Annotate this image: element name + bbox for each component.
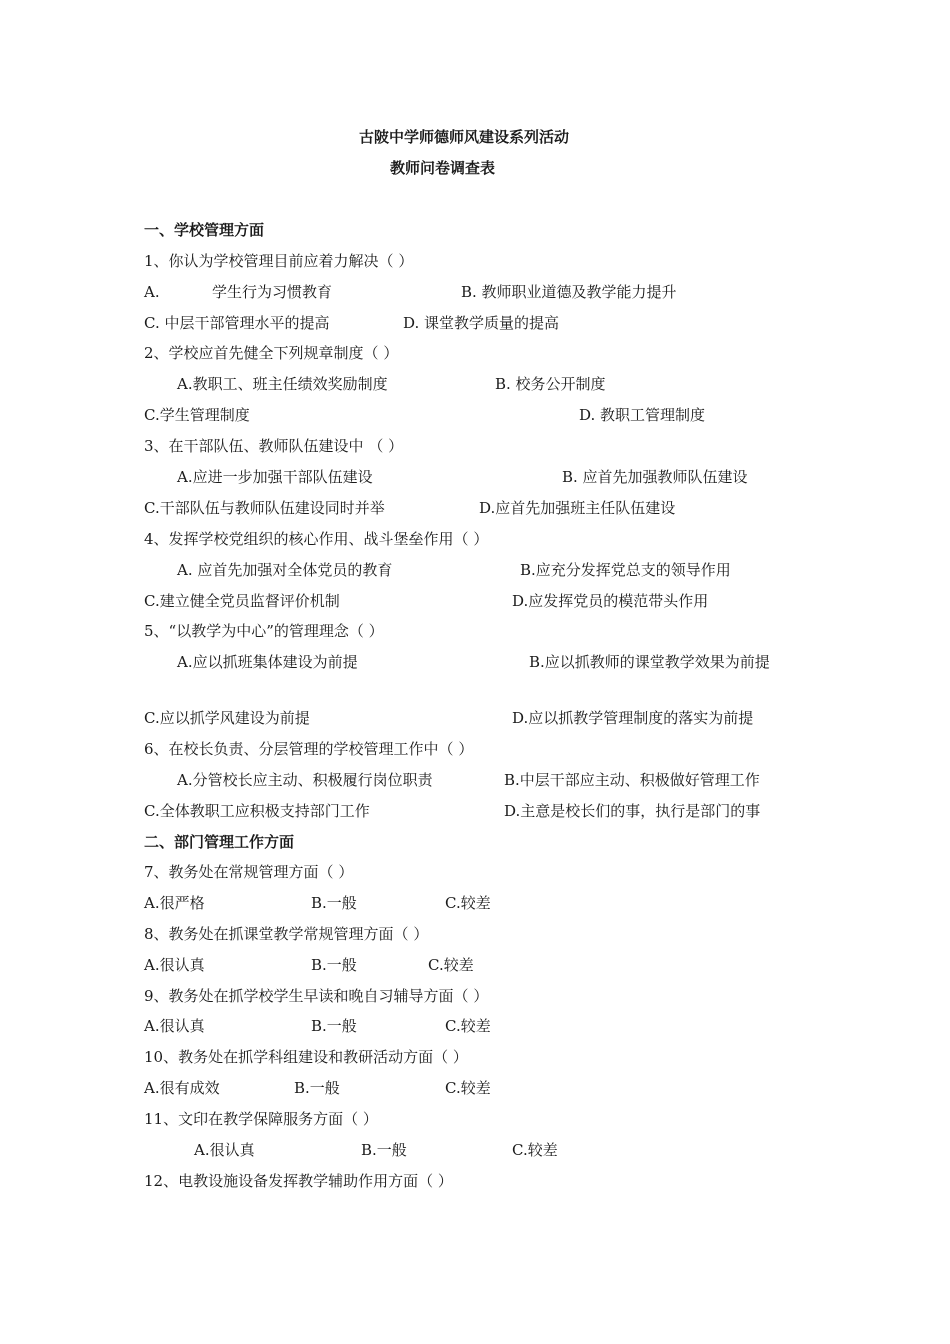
option: C.全体教职工应积极支持部门工作 xyxy=(144,802,370,820)
question-8: 8、教务处在抓课堂教学常规管理方面（ ） xyxy=(144,925,429,943)
question-12: 12、电教设施设备发挥教学辅助作用方面（ ） xyxy=(144,1172,453,1190)
option: B.应充分发挥党总支的领导作用 xyxy=(520,561,731,579)
question-3: 3、在干部队伍、教师队伍建设中 （ ） xyxy=(144,437,404,455)
option: C.学生管理制度 xyxy=(144,406,250,424)
option: A. 应首先加强对全体党员的教育 xyxy=(177,561,393,579)
option: D.主意是校长们的事，执行是部门的事 xyxy=(504,802,761,820)
option: D. 教职工管理制度 xyxy=(579,406,706,424)
option: B.一般 xyxy=(311,956,357,974)
option: A.教职工、班主任绩效奖励制度 xyxy=(177,375,388,393)
section-heading: 二、部门管理工作方面 xyxy=(144,833,295,851)
question-11: 11、文印在教学保障服务方面（ ） xyxy=(144,1110,378,1128)
option: C.较差 xyxy=(445,1079,491,1097)
option: C.干部队伍与教师队伍建设同时并举 xyxy=(144,499,385,517)
question-5: 5、“以教学为中心”的管理理念（ ） xyxy=(144,622,384,640)
option: C.较差 xyxy=(512,1141,558,1159)
option: A.应以抓班集体建设为前提 xyxy=(177,653,358,671)
option: A.很认真 xyxy=(144,1017,205,1035)
option: B. 应首先加强教师队伍建设 xyxy=(562,468,748,486)
question-7: 7、教务处在常规管理方面（ ） xyxy=(144,863,354,881)
option: A.应进一步加强干部队伍建设 xyxy=(177,468,373,486)
option: A.很严格 xyxy=(144,894,205,912)
option: A.分管校长应主动、积极履行岗位职责 xyxy=(177,771,433,789)
question-1: 1、你认为学校管理目前应着力解决（ ） xyxy=(144,252,414,270)
option: B.一般 xyxy=(361,1141,407,1159)
option: B.中层干部应主动、积极做好管理工作 xyxy=(504,771,760,789)
question-6: 6、在校长负责、分层管理的学校管理工作中（ ） xyxy=(144,740,474,758)
question-2: 2、学校应首先健全下列规章制度（ ） xyxy=(144,344,399,362)
option: B.一般 xyxy=(294,1079,340,1097)
option: D. 课堂教学质量的提高 xyxy=(403,314,560,332)
option: A.很认真 xyxy=(194,1141,255,1159)
option: A.很认真 xyxy=(144,956,205,974)
option: D.应以抓教学管理制度的落实为前提 xyxy=(512,709,754,727)
option: 学生行为习惯教育 xyxy=(212,283,333,301)
option: D.应发挥党员的模范带头作用 xyxy=(512,592,709,610)
option: C.应以抓学风建设为前提 xyxy=(144,709,310,727)
option: B.应以抓教师的课堂教学效果为前提 xyxy=(529,653,770,671)
option: C. 中层干部管理水平的提高 xyxy=(144,314,330,332)
option: B.一般 xyxy=(311,1017,357,1035)
option: A.很有成效 xyxy=(144,1079,220,1097)
document-title: 古陂中学师德师风建设系列活动 xyxy=(359,128,570,146)
section-heading: 一、学校管理方面 xyxy=(144,221,265,239)
option: B. 校务公开制度 xyxy=(495,375,606,393)
option: B.一般 xyxy=(311,894,357,912)
option: C.较差 xyxy=(445,894,491,912)
option: B. 教师职业道德及教学能力提升 xyxy=(461,283,677,301)
option: A. xyxy=(144,283,160,301)
question-9: 9、教务处在抓学校学生早读和晚自习辅导方面（ ） xyxy=(144,987,489,1005)
option: C.较差 xyxy=(445,1017,491,1035)
option: C.建立健全党员监督评价机制 xyxy=(144,592,340,610)
option: C.较差 xyxy=(428,956,474,974)
document-subtitle: 教师问卷调查表 xyxy=(390,159,496,177)
option: D.应首先加强班主任队伍建设 xyxy=(479,499,676,517)
question-10: 10、教务处在抓学科组建设和教研活动方面（ ） xyxy=(144,1048,468,1066)
question-4: 4、发挥学校党组织的核心作用、战斗堡垒作用（ ） xyxy=(144,530,489,548)
